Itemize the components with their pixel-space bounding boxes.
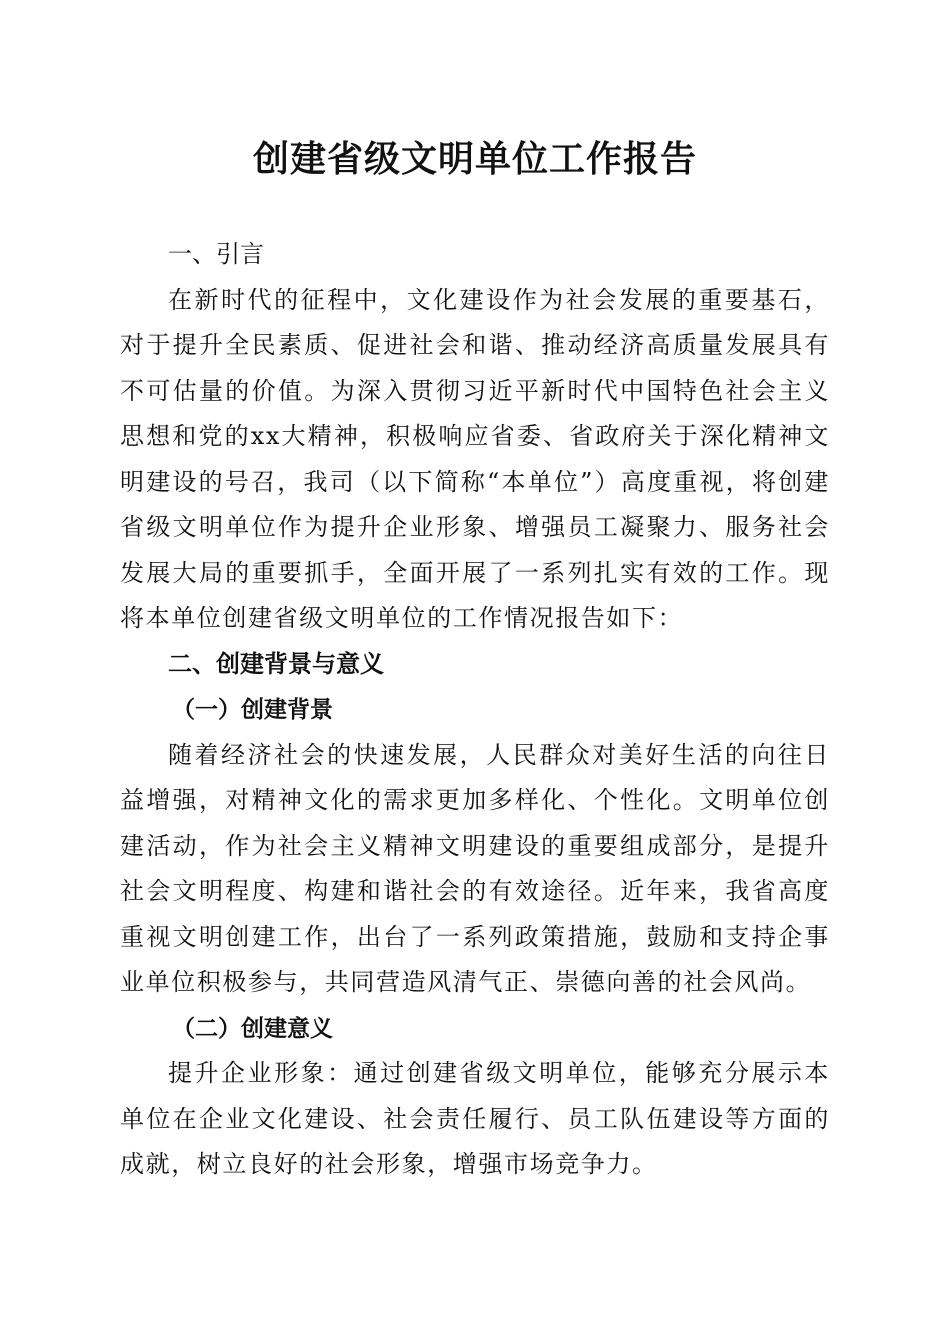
document-title: 创建省级文明单位工作报告 <box>252 139 697 180</box>
subsection-heading-background: （一）创建背景 <box>172 696 333 723</box>
subsection-heading-significance: （二）创建意义 <box>172 1014 333 1042</box>
section-heading-intro: 一、引言 <box>168 240 264 268</box>
paragraph-intro: 在新时代的征程中，文化建设作为社会发展的重要基石，对于提升全民素质、促进社会和谐、推动经济高质量发展具有不可估量的价值。为深入贯彻习近平新时代中国特色社会主义思想和党的xx大精神，积极响应省委、省政府关于深化精神文明建设的号召，我司（以下简称“本单位”）高度重视，将创建省级文明单位作为提升企业形象、增强员工凝聚力、服务社会发展大局的重要抓手，全面开展了一系列扎实有效的工作。现将本单位创建省级文明单位的工作情况报告如下： <box>120 285 830 632</box>
document-body <box>120 232 830 1188</box>
section-heading-background: 二、创建背景与意义 <box>168 649 384 678</box>
paragraph-significance: 提升企业形象：通过创建省级文明单位，能够充分展示本单位在企业文化建设、社会责任履行、员工队伍建设等方面的成就，树立良好的社会形象，增强市场竞争力。 <box>120 1059 830 1178</box>
paragraph-background: 随着经济社会的快速发展，人民群众对美好生活的向往日益增强，对精神文化的需求更加多样化、个性化。文明单位创建活动，作为社会主义精神文明建设的重要组成部分，是提升社会文明程度、构建和谐社会的有效途径。近年来，我省高度重视文明创建工作，出台了一系列政策措施，鼓励和支持企事业单位积极参与，共同营造风清气正、崇德向善的社会风尚。 <box>120 740 830 996</box>
